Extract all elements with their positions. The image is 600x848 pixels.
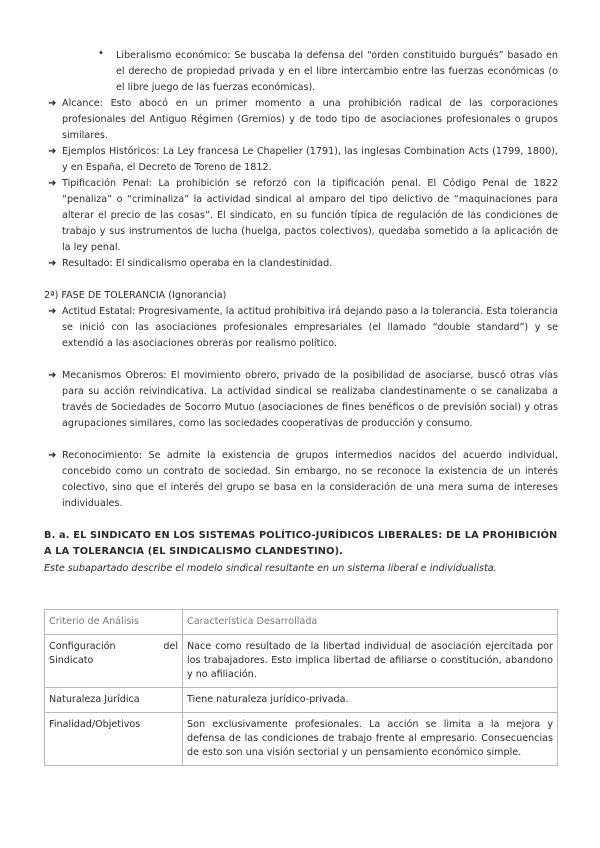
item-reconocimiento bbox=[48, 448, 558, 512]
item-text: Ejemplos Históricos: La Ley francesa Le Chapelier (1791), las inglesas Combination Acts (1799, 1800), y en España, el Decreto de Toreno de 1812. bbox=[62, 146, 558, 173]
arrow-icon: ➜ bbox=[48, 450, 57, 461]
item-text: Actitud Estatal: Progresivamente, la actitud prohibitiva irá dejando paso a la tolerancia. Esta tolerancia se inició con las asociaciones profesionales empresariales (el llamado “double standard”) y se extendió a las asociaciones obreras por realismo político. bbox=[62, 306, 558, 349]
item-text: Resultado: El sindicalismo operaba en la clandestinidad. bbox=[62, 258, 333, 269]
item-ejemplos-historicos bbox=[48, 144, 558, 176]
table-cell-caracteristica: Tiene naturaleza jurídico-privada. bbox=[183, 688, 558, 713]
table-cell-criterio: Configuración del Sindicato bbox=[45, 635, 183, 688]
section-heading: B. a. EL SINDICATO EN LOS SISTEMAS POLÍTICO-JURÍDICOS LIBERALES: DE LA PROHIBICIÓN A LA TOLERANCIA (EL SINDICALISMO CLANDESTINO). bbox=[44, 530, 558, 557]
analysis-table bbox=[44, 609, 558, 766]
table-header-criterio: Criterio de Análisis bbox=[45, 610, 183, 635]
item-resultado bbox=[48, 256, 558, 272]
table-cell-caracteristica: Nace como resultado de la libertad individual de asociación ejercitada por los trabajadores. Esto implica libertad de afiliarse o constitución, abandono y no afiliación. bbox=[183, 635, 558, 688]
section-intro: Este subapartado describe el modelo sindical resultante en un sistema liberal e individualista. bbox=[44, 563, 497, 574]
item-text: Tipificación Penal: La prohibición se reforzó con la tipificación penal. El Código Penal de 1822 “penaliza” o “criminaliza” la actividad sindical al amparo del tipo delictivo de “maquinaciones para alterar el precio de las cosas”. El sindicato, en su función típica de regulación de las condiciones de trabajo y sus instrumentos de lucha (huelga, pactos colectivos), quedaba sometido a la aplicación de la ley penal. bbox=[62, 178, 558, 253]
table-cell-caracteristica: Son exclusivamente profesionales. La acción se limita a la mejora y defensa de las condiciones de trabajo frente al empresario. Consecuencias de esto son una visión sectorial y un pensamiento económico simple. bbox=[183, 713, 558, 766]
phase2-title: 2ª) FASE DE TOLERANCIA (Ignorancia) bbox=[44, 290, 227, 301]
item-text: Reconocimiento: Se admite la existencia de grupos intermedios nacidos del acuerdo individual, concebido como un contrato de sociedad. Sin embargo, no se reconoce la existencia de un interés colectivo, sino que el interés del grupo se basa en la consideración de una mera suma de intereses individuales. bbox=[62, 450, 558, 509]
arrow-icon: ➜ bbox=[48, 306, 57, 317]
item-tipificacion-penal bbox=[48, 176, 558, 256]
table-row bbox=[45, 713, 558, 766]
table-cell-criterio: Finalidad/Objetivos bbox=[45, 713, 183, 766]
arrow-icon: ➜ bbox=[48, 258, 57, 269]
item-alcance bbox=[48, 96, 558, 144]
item-text: Alcance: Esto abocó en un primer momento a una prohibición radical de las corporaciones profesionales del Antiguo Régimen (Gremios) y de todo tipo de asociaciones profesionales o grupos similares. bbox=[62, 98, 558, 141]
table-cell-criterio: Naturaleza Jurídica bbox=[45, 688, 183, 713]
table-header-caracteristica: Característica Desarrollada bbox=[183, 610, 558, 635]
table-row bbox=[45, 688, 558, 713]
bullet-icon: • bbox=[98, 48, 104, 59]
table-header-row bbox=[45, 610, 558, 635]
arrow-icon: ➜ bbox=[48, 178, 57, 189]
sub-bullet-liberalismo bbox=[98, 48, 558, 96]
arrow-icon: ➜ bbox=[48, 98, 57, 109]
arrow-icon: ➜ bbox=[48, 146, 57, 157]
arrow-icon: ➜ bbox=[48, 370, 57, 381]
table-row bbox=[45, 635, 558, 688]
item-actitud-estatal bbox=[48, 304, 558, 352]
item-mecanismos-obreros bbox=[48, 368, 558, 432]
item-text: Mecanismos Obreros: El movimiento obrero, privado de la posibilidad de asociarse, buscó otras vías para su acción reivindicativa. La actividad sindical se realizaba clandestinamente o se canalizaba a través de Sociedades de Socorro Mutuo (asociaciones de fines benéficos o de previsión social) y otras agrupaciones similares, como las sociedades cooperativas de producción y consumo. bbox=[62, 370, 558, 429]
sub-bullet-text: Liberalismo económico: Se buscaba la defensa del “orden constituido burgués” basado en el derecho de propiedad privada y en el libre intercambio entre las fuerzas económicas (o el libre juego de las fuerzas económicas). bbox=[116, 50, 558, 93]
